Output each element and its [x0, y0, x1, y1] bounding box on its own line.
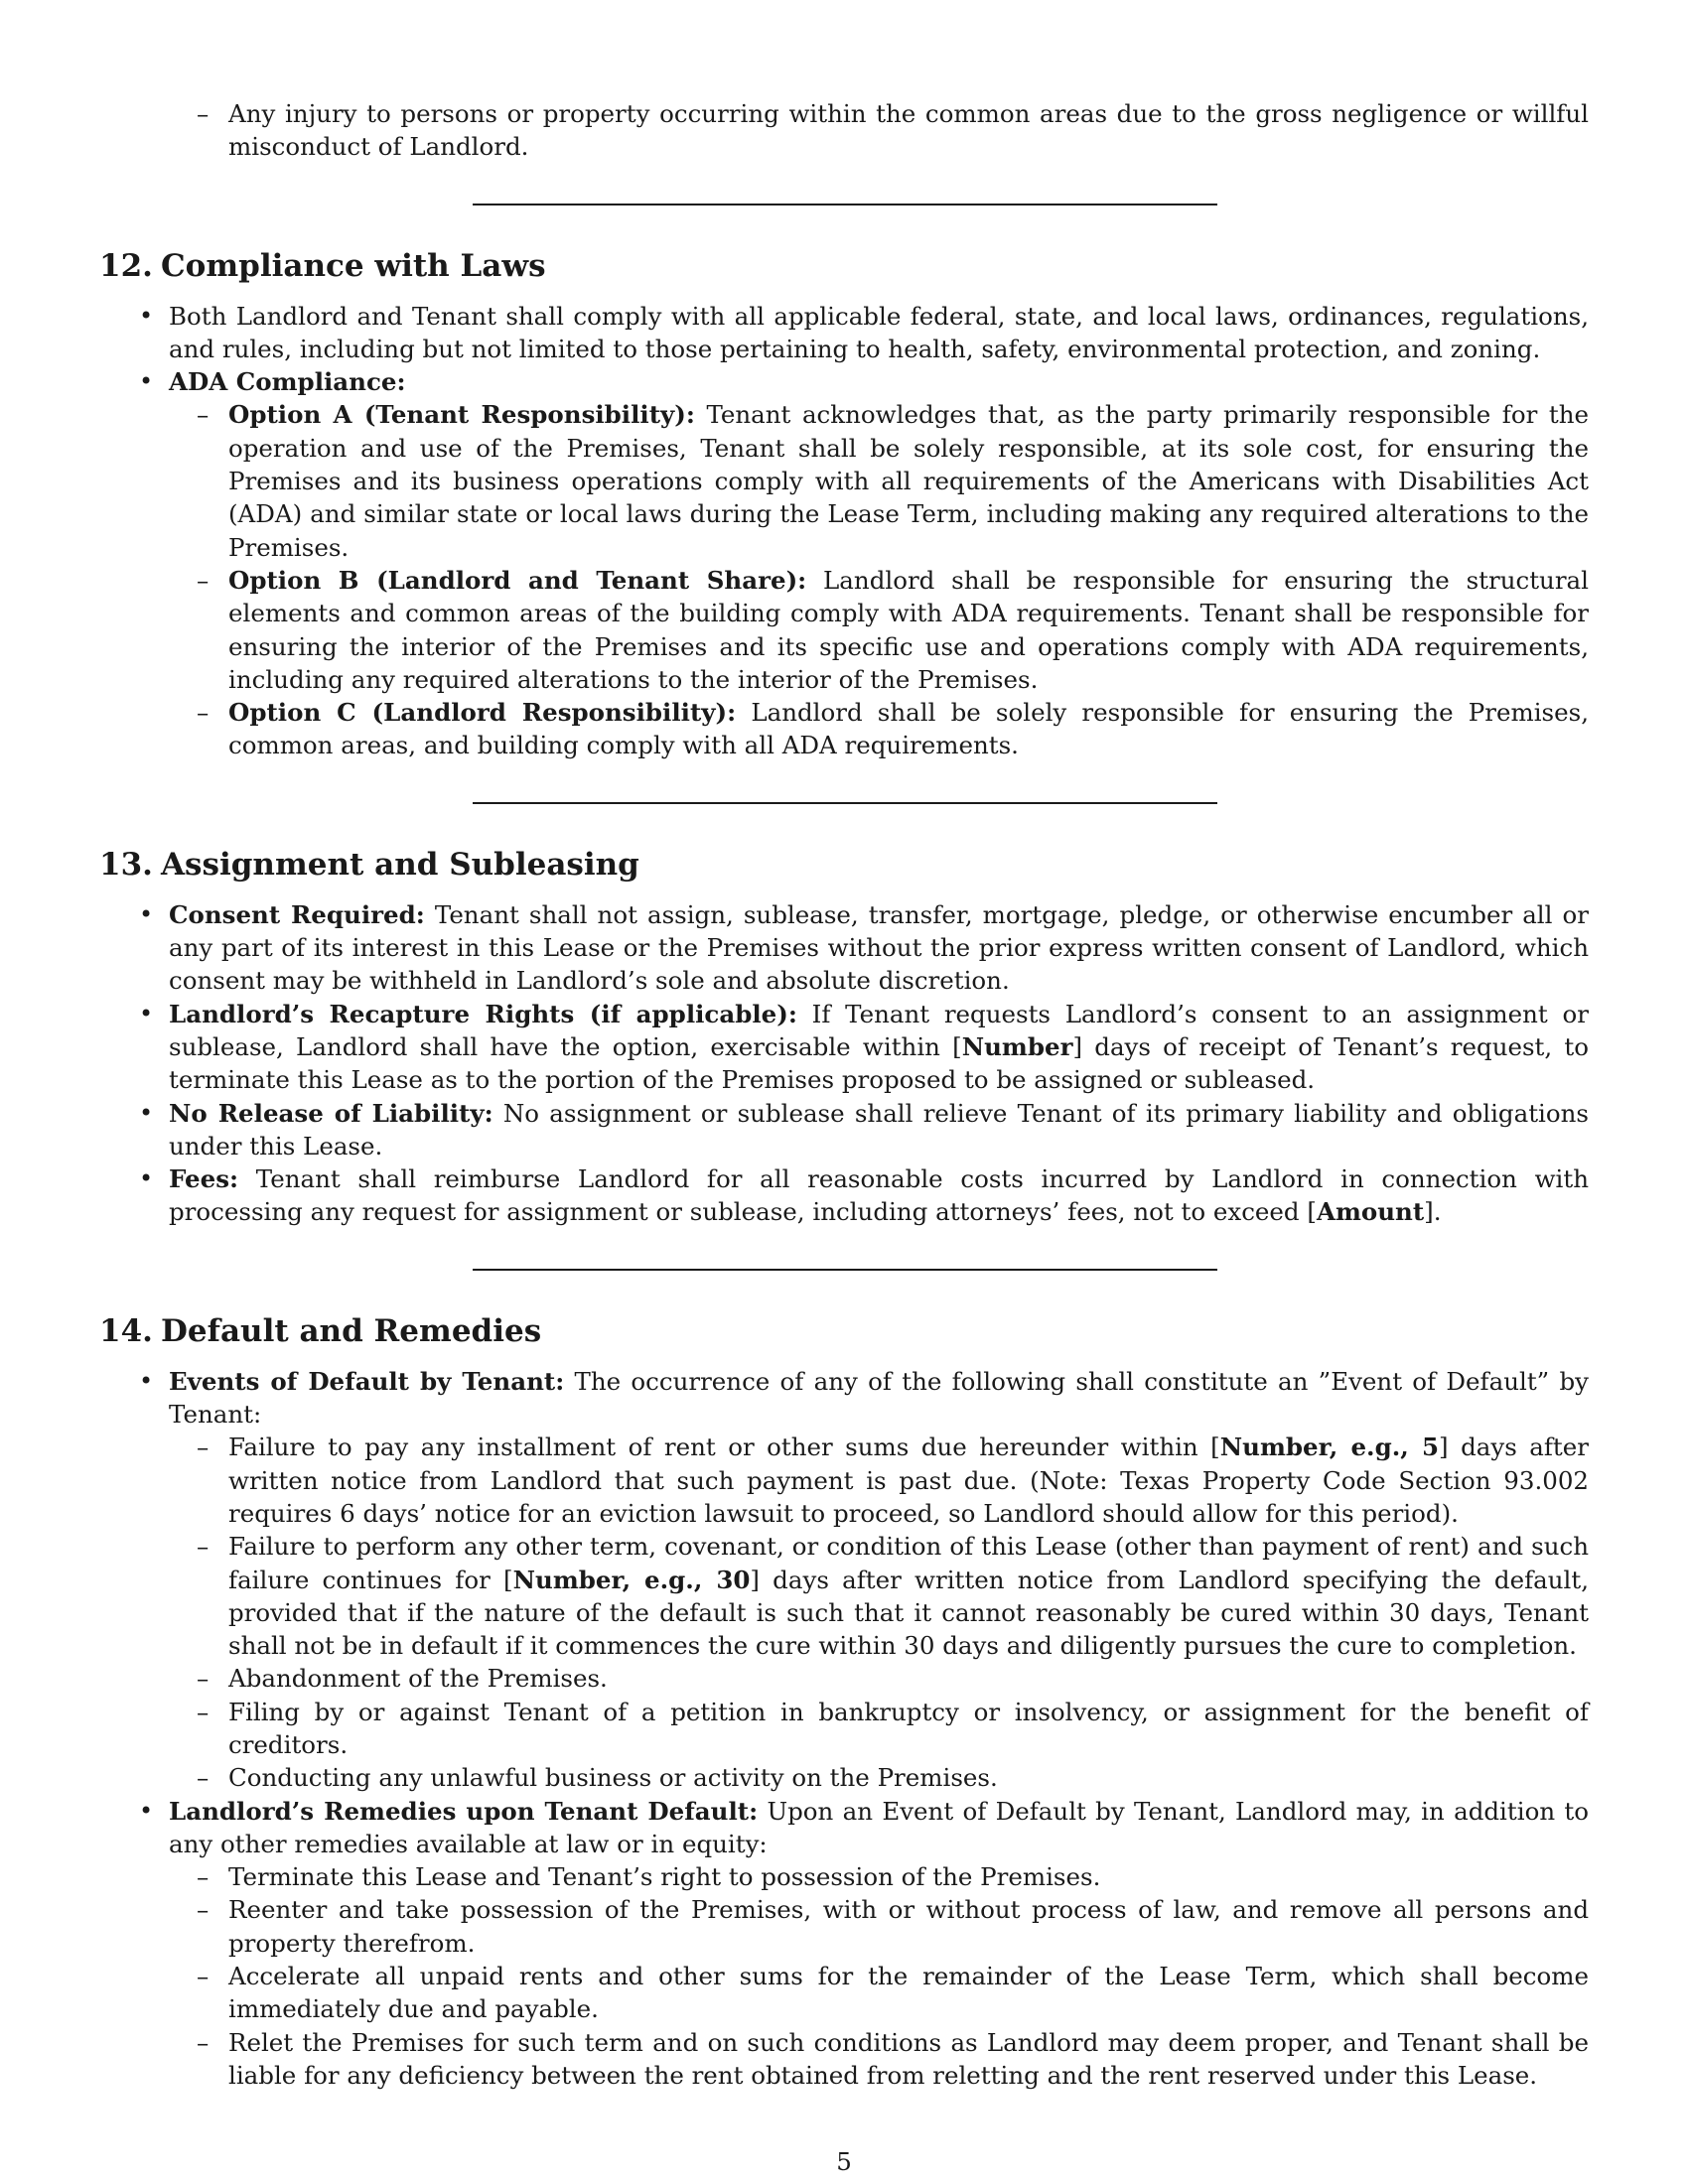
placeholder-field: Number, e.g., 30: [512, 1565, 751, 1594]
bullet-marker: •: [139, 301, 154, 330]
section-heading-12: [99, 246, 1589, 286]
list-item: [99, 1431, 1589, 1530]
section-heading-14: [99, 1311, 1589, 1351]
item-text: No assignment or sublease shall relieve Tenant of its primary liability and obligations under this Lease.: [169, 1098, 1589, 1160]
list-item: [99, 998, 1589, 1097]
bullet-marker: •: [139, 367, 154, 396]
section-body-12: [99, 300, 1589, 762]
item-text: Landlord shall be solely responsible for ensuring the Premises, common areas, and building comply with all ADA requirements.: [228, 698, 1589, 760]
bullet-marker: •: [139, 899, 154, 928]
section-body-13: [99, 898, 1589, 1229]
dash-marker: –: [197, 1664, 210, 1694]
section-body-14: [99, 1365, 1589, 2093]
bullet-marker: •: [139, 1164, 154, 1193]
section-number: 14.: [99, 1312, 153, 1349]
section-title: Assignment and Subleasing: [161, 846, 639, 883]
dash-marker: –: [197, 2027, 210, 2057]
item-text: Filing by or against Tenant of a petition in bankruptcy or insolvency, or assignment for the benefit of creditors.: [228, 1697, 1589, 1759]
dash-marker: –: [197, 565, 210, 595]
item-text: Failure to perform any other term, covenant, or condition of this Lease (other than payment of rent) and such failure continues for [: [228, 1532, 1589, 1594]
dash-marker: –: [197, 1763, 210, 1793]
item-text: Tenant shall not assign, sublease, transfer, mortgage, pledge, or otherwise encumber all or any part of its interest in this Lease or the Premises without the prior express written consent of Landlord, which consent may be withheld in Landlord’s sole and absolute discretion.: [169, 899, 1589, 996]
item-text: Any injury to persons or property occurring within the common areas due to the gross negligence or willful misconduct of Landlord.: [228, 99, 1589, 162]
list-item: [99, 1960, 1589, 2026]
dash-marker: –: [197, 99, 210, 128]
item-label: No Release of Liability:: [169, 1098, 493, 1128]
item-label: Events of Default by Tenant:: [169, 1366, 565, 1396]
item-label: Option C (Landlord Responsibility):: [228, 698, 737, 728]
section-title: Compliance with Laws: [161, 247, 546, 284]
item-text: The occurrence of any of the following shall constitute an ”Event of Default” by Tenant:: [169, 1366, 1589, 1430]
section-divider: [473, 1269, 1217, 1271]
item-text: Abandonment of the Premises.: [228, 1664, 608, 1694]
item-text: ] days of receipt of Tenant’s request, to terminate this Lease as to the portion of the Premises proposed to be assigned or subleased.: [169, 1031, 1589, 1095]
placeholder-field: Amount: [1316, 1197, 1425, 1227]
list-item: [99, 898, 1589, 998]
item-label: Option B (Landlord and Tenant Share):: [228, 565, 807, 595]
item-text: Landlord shall be responsible for ensuring the structural elements and common areas of the building comply with ADA requirements. Tenant shall be responsible for ensuring the interior of the Premises and its specific use and operations comply with ADA requirements, including any required alterations to the interior of the Premises.: [228, 565, 1589, 694]
item-label: Consent Required:: [169, 899, 425, 929]
list-item: [99, 1662, 1589, 1695]
list-item: [99, 365, 1589, 398]
dash-marker: –: [197, 1862, 210, 1892]
list-item: [99, 564, 1589, 696]
list-item: [99, 1795, 1589, 1861]
item-text: Upon an Event of Default by Tenant, Landlord may, in addition to any other remedies available at law or in equity:: [169, 1796, 1590, 1858]
list-item: [99, 1162, 1589, 1229]
item-text: Accelerate all unpaid rents and other sums for the remainder of the Lease Term, which shall become immediately due and payable.: [228, 1962, 1589, 2024]
item-text: Tenant acknowledges that, as the party primarily responsible for the operation and use of the Premises, Tenant shall be solely responsible, at its sole cost, for ensuring the Premises and its business operations comply with all requirements of the Americans with Disabilities Act (ADA) and similar state or local laws during the Lease Term, including making any required alterations to the Premises.: [228, 400, 1589, 562]
list-item: [99, 1365, 1589, 1432]
list-item: [99, 300, 1589, 366]
bullet-marker: •: [139, 1366, 154, 1395]
item-label: Landlord’s Recapture Rights (if applicable):: [169, 999, 797, 1028]
item-text: ] days after written notice from Landlord specifying the default, provided that if the nature of the default is such that it cannot reasonably be cured within 30 days, Tenant shall not be in default if it commences the cure within 30 days and diligently pursues the cure to completion.: [228, 1565, 1589, 1661]
list-item: [99, 1530, 1589, 1662]
bullet-marker: •: [139, 999, 154, 1027]
item-text: ] days after written notice from Landlord that such payment is past due. (Note: Texas Property Code Section 93.002 requires 6 days’ notice for an eviction lawsuit to proceed, so Landlord should allow for this period).: [228, 1433, 1589, 1528]
list-item: [99, 1761, 1589, 1794]
dash-marker: –: [197, 1697, 210, 1726]
dash-marker: –: [197, 1433, 210, 1462]
item-text: ].: [1424, 1197, 1442, 1227]
list-item: [99, 2026, 1589, 2093]
list-item: [99, 398, 1589, 563]
bullet-marker: •: [139, 1098, 154, 1127]
list-item: [99, 1893, 1589, 1960]
section-number: 12.: [99, 247, 153, 284]
dash-marker: –: [197, 1532, 210, 1562]
placeholder-field: Number, e.g., 5: [1219, 1433, 1440, 1462]
placeholder-field: Number: [961, 1031, 1073, 1061]
item-label: Option A (Tenant Responsibility):: [228, 400, 695, 430]
item-label: Landlord’s Remedies upon Tenant Default:: [169, 1796, 759, 1826]
item-text: Failure to pay any installment of rent or other sums due hereunder within [: [228, 1433, 1220, 1462]
section-divider: [473, 204, 1217, 205]
dash-marker: –: [197, 1895, 210, 1925]
list-item: [99, 696, 1589, 762]
list-item: [99, 1097, 1589, 1163]
item-text: Conducting any unlawful business or activity on the Premises.: [228, 1763, 998, 1793]
list-item: [99, 1860, 1589, 1893]
bullet-marker: •: [139, 1796, 154, 1825]
dash-marker: –: [197, 1962, 210, 1991]
section-number: 13.: [99, 846, 153, 883]
item-text: Reenter and take possession of the Premises, with or without process of law, and remove all persons and property therefrom.: [228, 1895, 1589, 1958]
item-label: Fees:: [169, 1164, 239, 1194]
section-title: Default and Remedies: [161, 1312, 542, 1349]
list-item: [99, 1696, 1589, 1762]
list-item: [99, 97, 1589, 164]
dash-marker: –: [197, 400, 210, 430]
item-text: Both Landlord and Tenant shall comply with all applicable federal, state, and local laws, ordinances, regulations, and rules, including but not limited to those pertaining to health, safety, environmental protection, and zoning.: [169, 301, 1589, 363]
item-text: Relet the Premises for such term and on such conditions as Landlord may deem proper, and Tenant shall be liable for any deficiency between the rent obtained from reletting and the rent reserved under this Lease.: [228, 2027, 1589, 2090]
section-divider: [473, 802, 1217, 804]
item-text: If Tenant requests Landlord’s consent to an assignment or sublease, Landlord shall have the option, exercisable within [: [169, 999, 1589, 1061]
item-text: Terminate this Lease and Tenant’s right to possession of the Premises.: [228, 1862, 1101, 1892]
item-label: ADA Compliance:: [169, 367, 406, 397]
document-page: [99, 97, 1589, 2092]
section-heading-13: [99, 845, 1589, 885]
item-text: Tenant shall reimburse Landlord for all reasonable costs incurred by Landlord in connection with processing any request for assignment or sublease, including attorneys’ fees, not to exceed [: [169, 1164, 1589, 1227]
dash-marker: –: [197, 698, 210, 728]
page-number: 5: [836, 2147, 852, 2176]
